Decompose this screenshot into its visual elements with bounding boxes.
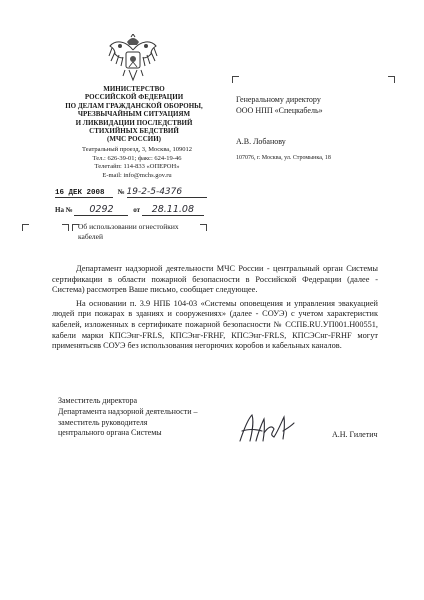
incoming-reg-line: На № 0292 от 28.11.08 [55,204,204,216]
addressee-address: 107076, г. Москва, ул. Стромынка, 18 [236,155,331,161]
stamp-date: 16 ДЕК 2008 [55,189,113,198]
handwritten-signature [234,411,296,447]
address-corner-right [388,76,395,83]
ministry-contacts: Театральный проезд, 3, Москва, 109012 Тел.: 626-39-01; факс: 624-19-46 Телетайп: 114-833 «ОПЕРОН» E-mail: info@mchs.gov.ru [82,146,192,179]
body-paragraph: Департамент надзорной деятельности МЧС России - центральный орган Системы сертификации в области пожарной безопасности в Российской Федерации (далее - Система) рассмотрев Ваше письмо, сообщает следующее. [52,264,378,295]
addressee-block: Генеральному директору ООО НПП «Спецкабель» [236,95,323,115]
reply-date: 28.11.08 [142,204,204,216]
addressee-name: А.В. Лобанову [236,137,286,146]
address-corner-left [232,76,239,83]
subject-corner-mid [62,224,69,231]
signatory-name: А.Н. Гилетич [332,430,378,439]
coat-of-arms-icon [107,34,159,84]
ministry-name: МИНИСТЕРСТВО РОССИЙСКОЙ ФЕДЕРАЦИИ ПО ДЕЛАМ ГРАЖДАНСКОЙ ОБОРОНЫ, ЧРЕЗВЫЧАЙНЫМ СИТУАЦИЯМ И ЛИКВИДАЦИИ ПОСЛЕДСТВИЙ СТИХИЙНЫХ БЕДСТВИЙ (МЧС РОССИИ) [65,85,203,144]
subject-corner-far-left [22,224,29,231]
reply-number: 0292 [74,204,128,216]
letter-subject: Об использовании огнестойких кабелей [78,222,179,241]
body-paragraph: На основании п. 3.9 НПБ 104-03 «Системы оповещения и управления эвакуацией людей при пожарах в зданиях и сооружениях» (далее - СОУЭ) с учетом характеристик кабелей, изложенных в сертификате пожарной безопасности № ССПБ.RU.УП001.Н00551, кабели марки КПСЭнг-FRLS, КПСЭнг-FRHF, КПСЭнг-FRLS, КПСЭСнг-FRHF могут применятьсяв СОУЭ без использования негорючих коробов и кабельных каналов. [52,298,378,351]
signatory-title: Заместитель директора Департамента надзорной деятельности – заместитель руководителя центрального органа Системы [58,396,198,438]
letter-body [52,264,378,352]
outgoing-number: 19-2-5-4376 [127,187,207,198]
subject-corner-right [200,224,207,231]
outgoing-reg-line: 16 ДЕК 2008 № 19-2-5-4376 [55,187,207,198]
